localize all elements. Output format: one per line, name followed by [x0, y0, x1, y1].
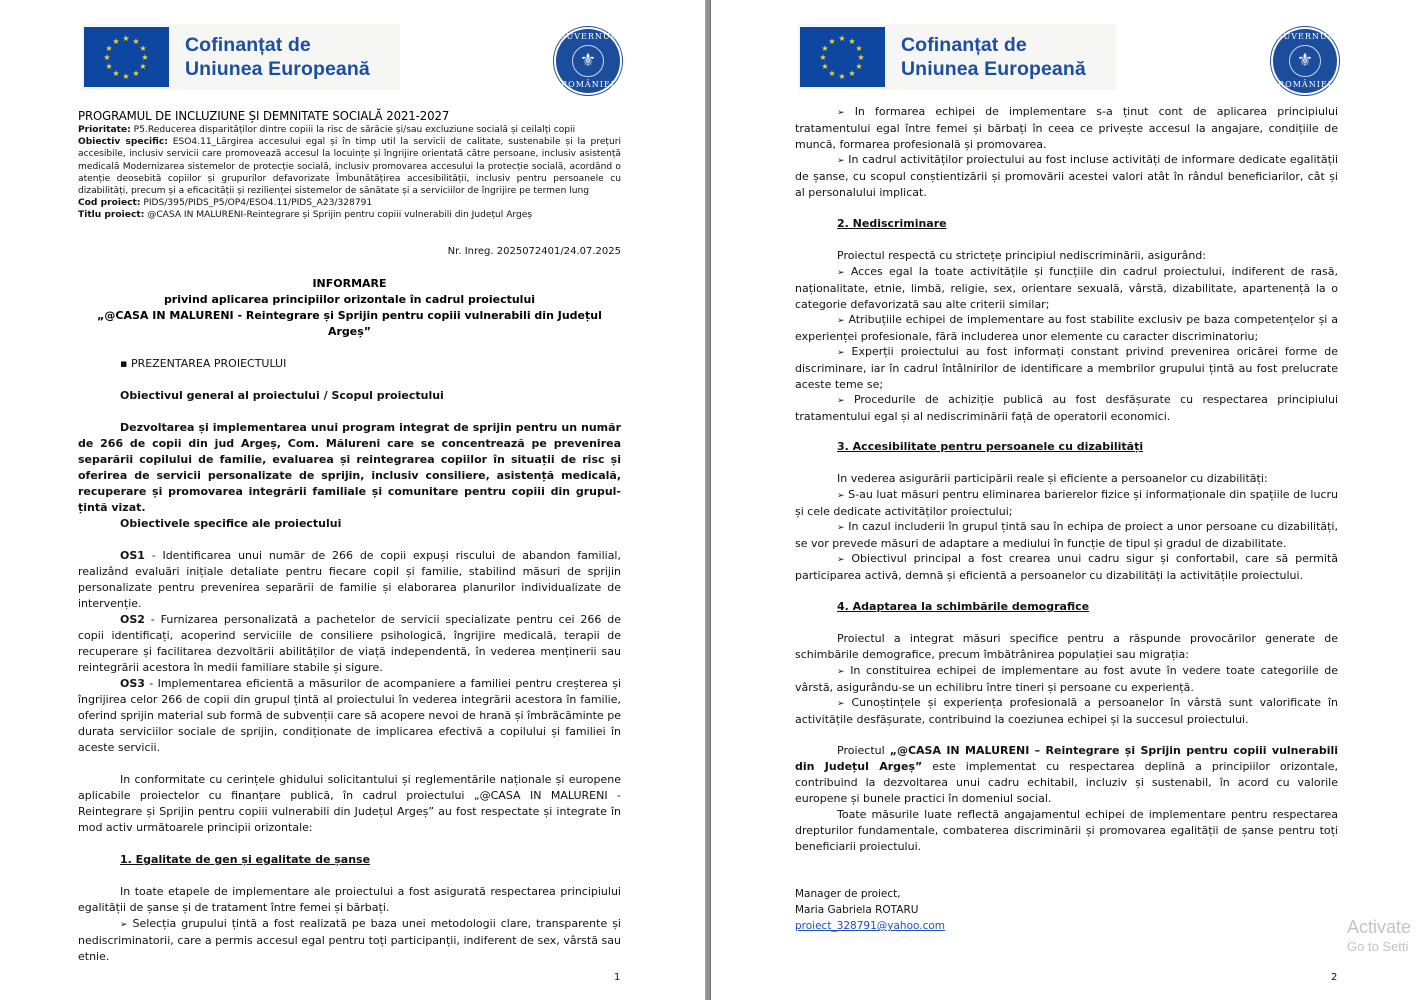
document-page-1	[0, 0, 706, 1000]
section-4-intro: Proiectul a integrat măsuri specifice pentru a răspunde provocărilor generate de schimbările demografice, precum îmbătrânirea populației sau migrația:	[795, 632, 1338, 661]
general-objective-text: Dezvoltarea și implementarea unui program integrat de sprijin pentru un număr de 266 de copii din jud Argeș, Com. Mălureni care se concentrează pe prevenirea separării copilului de familie, evaluarea și reintegrarea copiilor în situații de risc și oferirea de servicii personalizate de sprijin, inclusiv consiliere, asistență medicală, recuperare și promovarea integrării familiale și comunitare pentru copiii din grupul-țintă vizat.	[78, 421, 621, 514]
section-2-bullet: ➢ Experții proiectului au fost informați constant privind prevenirea oricărei forme de discriminare, iar în cadrul întâlnirilor de identificare a membrilor grupului țintă au fost prelucrate aceste teme se;	[795, 345, 1338, 391]
page-number: 1	[614, 972, 621, 983]
arrow-bullet-icon: ➢	[837, 156, 845, 166]
section-2-bullet: ➢ Atribuțiile echipei de implementare au fost stabilite exclusiv pe baza competențelor și a experienței profesionale, fără includerea unor elemente cu caracter discriminatoriu;	[795, 313, 1338, 343]
section-4-bullet: ➢ Cunoștințele și experiența profesională a persoanelor în vârstă sunt valorificate în activitățile desfășurate, contribuind la coeziunea echipei și la succesul proiectului.	[795, 696, 1338, 726]
document-title: INFORMARE privind aplicarea principiilor orizontale în cadrul proiectului „@CASA IN MALURENI - Reintegrare și Sprijin pentru copiii vulnerabili din Județul Argeș”	[97, 277, 602, 338]
section-3-bullet: ➢ In cazul includerii în grupul țintă sau în echipa de proiect a unor persoane cu dizabilități, se vor prevede măsuri de adaptare a mediului în funcție de tipul și gradul de dizabilitate.	[795, 520, 1338, 550]
section-3-bullet: ➢ S-au luat măsuri pentru eliminarea barierelor fizice și informaționale din spațiile de lucru și cele dedicate activităților proiectului;	[795, 488, 1338, 518]
arrow-bullet-icon: ➢	[837, 555, 845, 565]
section-2-heading: 2. Nediscriminare	[837, 217, 947, 230]
arrow-bullet-icon: ➢	[837, 268, 845, 278]
arrow-bullet-icon: ➢	[837, 523, 845, 533]
signature-block	[795, 886, 945, 934]
section-1-intro: In toate etapele de implementare ale proiectului a fost asigurată respectarea principiului egalității de șanse și de tratament între femei și bărbați.	[78, 885, 621, 914]
arrow-bullet-icon: ➢	[837, 348, 845, 358]
arrow-bullet-icon: ➢	[837, 699, 845, 709]
page-number: 2	[1331, 972, 1338, 983]
arrow-bullet-icon: ➢	[837, 108, 845, 118]
section-1-bullet: ➢ Selecția grupului țintă a fost realizată pe baza unei metodologii clare, transparente și nediscriminatorii, care a permis accesul egal pentru toți participanții, indiferent de sex, vârstă sau etnie.	[78, 917, 621, 963]
arrow-bullet-icon: ➢	[837, 491, 845, 501]
section-2-intro: Proiectul respectă cu strictețe principiul nediscriminării, asigurând:	[837, 249, 1206, 262]
registration-number: Nr. Inreg. 2025072401/24.07.2025	[447, 246, 621, 257]
eu-cofinancing-logo	[82, 24, 400, 90]
eu-flag-icon: ★ ★ ★ ★ ★ ★ ★ ★ ★ ★ ★ ★	[800, 27, 885, 87]
email-link[interactable]: proiect_328791@yahoo.com	[795, 920, 946, 932]
section-1-heading: 1. Egalitate de gen și egalitate de șanse	[120, 853, 371, 866]
romanian-government-seal-icon: GUVERNUL ⚜ ROMÂNIEI	[1271, 27, 1339, 95]
specific-objectives-heading: Obiectivele specifice ale proiectului	[120, 517, 342, 530]
conformity-paragraph: In conformitate cu cerințele ghidului solicitantului și reglementările naționale și europene aplicabile proiectelor cu finanțare publică, în cadrul proiectului „@CASA IN MALURENI - Reintegrare și Sprijin pentru copiii vulnerabili din Județul Argeș” au fost respectate și integrate în mod activ următoarele principii orizontale:	[78, 773, 621, 834]
objective-os3: OS3 - Implementarea eficientă a măsurilor de acompaniere a familiei pentru creșterea și îngrijirea celor 266 de copii din grupul țintă al proiectului în vederea integrării acestora în familie, oferind sprijin material sub formă de subvenții care să acopere nevoi de hrană și îmbrăcăminte pe durata serviciilor sociale de sprijin, condiționate de implicarea efectivă a copilului și familiei în aceste servicii.	[78, 677, 621, 754]
project-metadata: Prioritate: P5.Reducerea disparităților dintre copiii la risc de sărăcie și/sau excluziune socială și ceilalți copii Obiectiv specific: ESO4.11_Lărgirea accesului egal și în timp util la servicii de calitate, sustenabile și la prețuri accesibile, inclusiv servicii care promovează accesul la locuințe și îngrijire orientată către persoane, inclusiv asistență medicală Modernizarea sistemelor de protecție socială, inclusiv promovarea accesului la protecție socială, acordând o atenție deosebită copiilor și grupurilor defavorizate Îmbunătățirea accesibilității, inclusiv pentru persoanele cu dizabilități, precum și a eficacității și rezilienței sistemelor de sănătate și a serviciilor de îngrijire pe termen lung Cod proiect: PIDS/395/PIDS_P5/OP4/ESO4.11/PIDS_A23/328791 Titlu proiect: @CASA IN MALURENI-Reintegrare și Sprijin pentru copiii vulnerabili din Județul Argeș	[78, 125, 622, 221]
section-3-bullet: ➢ Obiectivul principal a fost crearea unui cadru sigur și confortabil, care să permită participarea activă, demnă și eficientă a persoanelor cu dizabilități la activitățile proiectului.	[795, 552, 1339, 582]
conclusion-paragraph: Proiectul „@CASA IN MALURENI – Reintegrare și Sprijin pentru copiii vulnerabili din Județul Argeș” este implementat cu respectarea deplină a principiilor orizontale, contribuind la dezvoltarea unui cadru echitabil, incluziv și sustenabil, în acord cu valorile europene și bunele practici în domeniul social.	[795, 744, 1338, 805]
general-objective-heading: Obiectivul general al proiectului / Scopul proiectului	[120, 389, 444, 402]
arrow-bullet-icon: ➢	[837, 667, 845, 677]
signature-role: Manager de proiect,	[795, 888, 901, 900]
section-4-heading: 4. Adaptarea la schimbările demografice	[837, 600, 1090, 613]
section-2-bullet: ➢ Procedurile de achiziție publică au fost desfășurate cu respectarea principiului tratamentului egal și al nediscriminării față de operatorii economici.	[795, 393, 1339, 423]
section-3-intro: In vederea asigurării participării reale și eficiente a persoanelor cu dizabilități:	[837, 472, 1268, 485]
romanian-government-seal-icon: GUVERNUL ⚜ ROMÂNIEI	[554, 27, 622, 95]
arrow-bullet-icon: ➢	[837, 396, 845, 406]
section-4-bullet: ➢ In constituirea echipei de implementare au fost avute în vedere toate categoriile de vârstă, asigurându-se un echilibru între tineri și persoane cu experiență.	[795, 664, 1338, 694]
document-page-2	[711, 0, 1417, 1000]
section-1-bullet: ➢ In formarea echipei de implementare s-a ținut cont de aplicarea principiului tratamentului egal între femei și bărbați în ceea ce privește accesul la angajare, condițiile de muncă, formarea profesională și promovarea.	[795, 105, 1338, 151]
arrow-bullet-icon: ➢	[837, 316, 845, 326]
section-1-bullet: ➢ In cadrul activităților proiectului au fost incluse activități de informare dedicate egalității de șanse, cu scopul conștientizării și promovării acestei valori atât în rândul beneficiarilor, cât și al personalului implicat.	[795, 153, 1339, 199]
signature-name: Maria Gabriela ROTARU	[795, 904, 919, 916]
eu-logo-text: Cofinanțat de Uniunea Europeană	[901, 34, 1086, 80]
section-presentation-heading: ▪ PREZENTAREA PROIECTULUI	[120, 357, 287, 370]
eu-flag-icon: ★ ★ ★ ★ ★ ★ ★ ★ ★ ★ ★ ★	[84, 27, 169, 87]
objective-os1: OS1 - Identificarea unui număr de 266 de copii expuși riscului de abandon familial, realizând evaluări inițiale detaliate pentru fiecare copil și familie, stabilind măsuri de sprijin personalizate pentru prevenirea separării de familie și elaborarea planurilor individualizate de intervenție.	[78, 549, 621, 610]
windows-activation-watermark: Activate Go to Setti	[1347, 917, 1412, 954]
eu-logo-text: Cofinanțat de Uniunea Europeană	[185, 34, 370, 80]
arrow-bullet-icon: ➢	[120, 920, 128, 930]
section-2-bullet: ➢ Acces egal la toate activitățile și funcțiile din cadrul proiectului, indiferent de rasă, naționalitate, etnie, limbă, religie, sex, orientare sexuală, vârstă, dizabilitate, apartenență la o categorie defavorizată sau alte criterii similar;	[795, 265, 1339, 311]
program-title: PROGRAMUL DE INCLUZIUNE ȘI DEMNITATE SOCIALĂ 2021-2027	[78, 108, 450, 123]
closing-paragraph: Toate măsurile luate reflectă angajamentul echipei de implementare pentru respectarea drepturilor fundamentale, combaterea discriminării și promovarea egalității de șanse pentru toți beneficiarii proiectului.	[795, 808, 1338, 853]
objective-os2: OS2 - Furnizarea personalizată a pachetelor de servicii specializate pentru cei 266 de copii identificați, acoperind serviciile de consiliere psihologică, îngrijire medicală, terapii de recuperare și facilitarea dezvoltării abilităților de viață independentă, în vederea menținerii sau reintegrării acestora în medii familiare stabile și sigure.	[78, 613, 621, 674]
section-3-heading: 3. Accesibilitate pentru persoanele cu dizabilități	[837, 440, 1144, 453]
eu-cofinancing-logo	[798, 24, 1116, 90]
